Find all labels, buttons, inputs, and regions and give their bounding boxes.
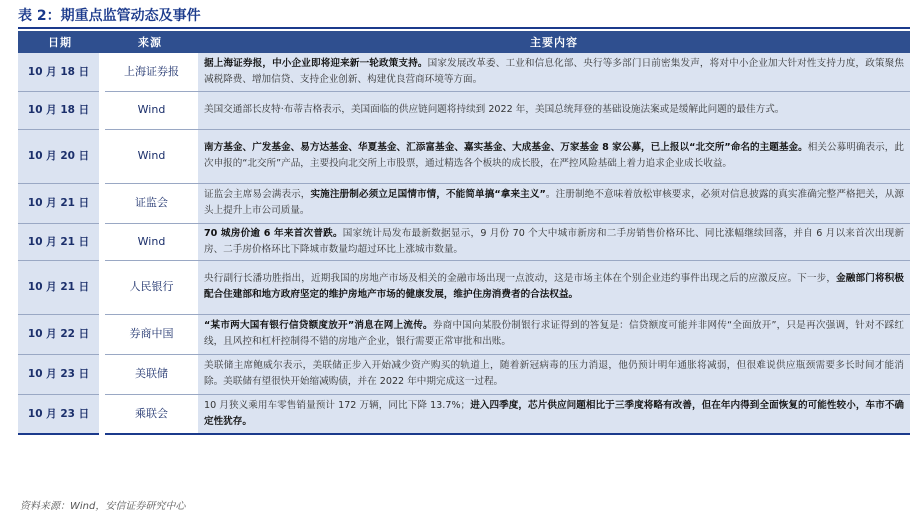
column-header-source: 来源 xyxy=(102,31,198,53)
highlight-text: 金融部门将积极配合住建部和地方政府坚定的维护房地产市场的健康发展，维护住房消费者的合法权益。 xyxy=(204,273,905,300)
row-content xyxy=(198,53,910,91)
table-row xyxy=(18,129,910,183)
source-note: 资料来源：Wind，安信证券研究中心 xyxy=(20,501,186,512)
row-date: 10 月 18 日 xyxy=(18,91,102,129)
highlight-text: 70 城房价逾 6 年来首次普跌。 xyxy=(204,227,343,239)
row-source: Wind xyxy=(102,91,198,129)
table-row xyxy=(18,53,910,91)
body-text: 相关公募明确表示，此次申报的“北交所”产品，主要投向北交所上市股票，通过精选各个板块的成长股，在严控风险基础上着力追求企业成长收益。 xyxy=(204,142,905,169)
row-content xyxy=(198,129,910,183)
table-header-row xyxy=(18,31,910,53)
row-content xyxy=(198,354,910,394)
body-text: 券商中国向某股份制银行求证得到的答复是：信贷额度可能并非网传“全面放开”，只是再次强调，针对不踩红线，且风控和杠杆控制得不错的房地产企业，银行需要正常审批和出账。 xyxy=(204,320,904,347)
row-source: Wind xyxy=(102,223,198,260)
row-date: 10 月 23 日 xyxy=(18,354,102,394)
table-row xyxy=(18,394,910,434)
column-header-date: 日期 xyxy=(18,31,102,53)
row-date: 10 月 22 日 xyxy=(18,314,102,354)
highlight-text: 实施注册制必须立足国情市情，不能简单搞“拿来主义” xyxy=(310,189,546,200)
column-header-content: 主要内容 xyxy=(198,31,910,53)
row-content xyxy=(198,260,910,314)
row-content xyxy=(198,314,910,354)
events-table xyxy=(18,31,910,435)
body-text: 10 月狭义乘用车零售销量预计 172 万辆，同比下降 13.7%； xyxy=(204,399,471,411)
table-row xyxy=(18,91,910,129)
row-date: 10 月 20 日 xyxy=(18,129,102,183)
row-content xyxy=(198,183,910,223)
body-text: 。注册制绝不意味着放松审核要求，必须对信息披露的真实准确完整严格把关，从源头上提升上市公司质量。 xyxy=(204,189,904,216)
row-date: 10 月 21 日 xyxy=(18,223,102,260)
body-text: 国家统计局发布最新数据显示，9 月份 70 个大中城市新房和二手房销售价格环比、同比涨幅继续回落，并自 6 月以来首次出现新房、二手房价格环比下降城市数量均超过环比上涨城市数量。 xyxy=(204,227,904,255)
row-source: 美联储 xyxy=(102,354,198,394)
row-source: Wind xyxy=(102,129,198,183)
title-divider xyxy=(18,27,910,29)
highlight-text: “某市两大国有银行信贷额度放开”消息在网上流传。 xyxy=(204,320,433,331)
row-source: 证监会 xyxy=(102,183,198,223)
table-row xyxy=(18,314,910,354)
highlight-text: 进入四季度，芯片供应问题相比于三季度将略有改善，但在年内得到全面恢复的可能性较小，车市不确定性犹存。 xyxy=(204,399,904,427)
row-date: 10 月 18 日 xyxy=(18,53,102,91)
row-date: 10 月 23 日 xyxy=(18,394,102,434)
table-row xyxy=(18,354,910,394)
row-source: 券商中国 xyxy=(102,314,198,354)
row-source: 上海证券报 xyxy=(102,53,198,91)
row-content xyxy=(198,394,910,434)
body-text: 美国交通部长皮特·布蒂吉格表示，美国面临的供应链问题将持续到 2022 年，美国总统拜登的基础设施法案或是缓解此问题的最佳方式。 xyxy=(204,104,785,115)
row-content xyxy=(198,223,910,260)
body-text: 央行副行长潘功胜指出，近期我国的房地产市场及相关的金融市场出现一点波动，这是市场主体在个别企业违约事件出现之后的应激反应。下一步， xyxy=(204,273,837,284)
table-title: 表 2：期重点监管动态及事件 xyxy=(18,8,201,24)
table-row xyxy=(18,223,910,260)
table-row xyxy=(18,183,910,223)
row-date: 10 月 21 日 xyxy=(18,183,102,223)
body-text: 证监会主席易会满表示， xyxy=(204,189,311,200)
row-content xyxy=(198,91,910,129)
row-date: 10 月 21 日 xyxy=(18,260,102,314)
highlight-text: 南方基金、广发基金、易方达基金、华夏基金、汇添富基金、嘉实基金、大成基金、万家基金 8 家公募，已上报以“北交所”命名的主题基金。 xyxy=(204,142,808,153)
highlight-text: 据上海证券报，中小企业即将迎来新一轮政策支持。 xyxy=(204,57,428,69)
row-source: 乘联会 xyxy=(102,394,198,434)
body-text: 国家发展改革委、工业和信息化部、央行等多部门日前密集发声，将对中小企业加大针对性支持力度，政策聚焦减税降费、增加信贷、支持企业创新、构建优良营商环境等方面。 xyxy=(204,57,905,85)
row-source: 人民银行 xyxy=(102,260,198,314)
table-row xyxy=(18,260,910,314)
body-text: 美联储主席鲍威尔表示，美联储正步入开始减少资产购买的轨道上，随着新冠病毒的压力消退，他仍预计明年通胀将减弱，但很难说供应瓶颈需要多长时间才能消除。美联储有望很快开始缩减购债，并在 2022 年中期完成这一过程。 xyxy=(204,360,904,387)
